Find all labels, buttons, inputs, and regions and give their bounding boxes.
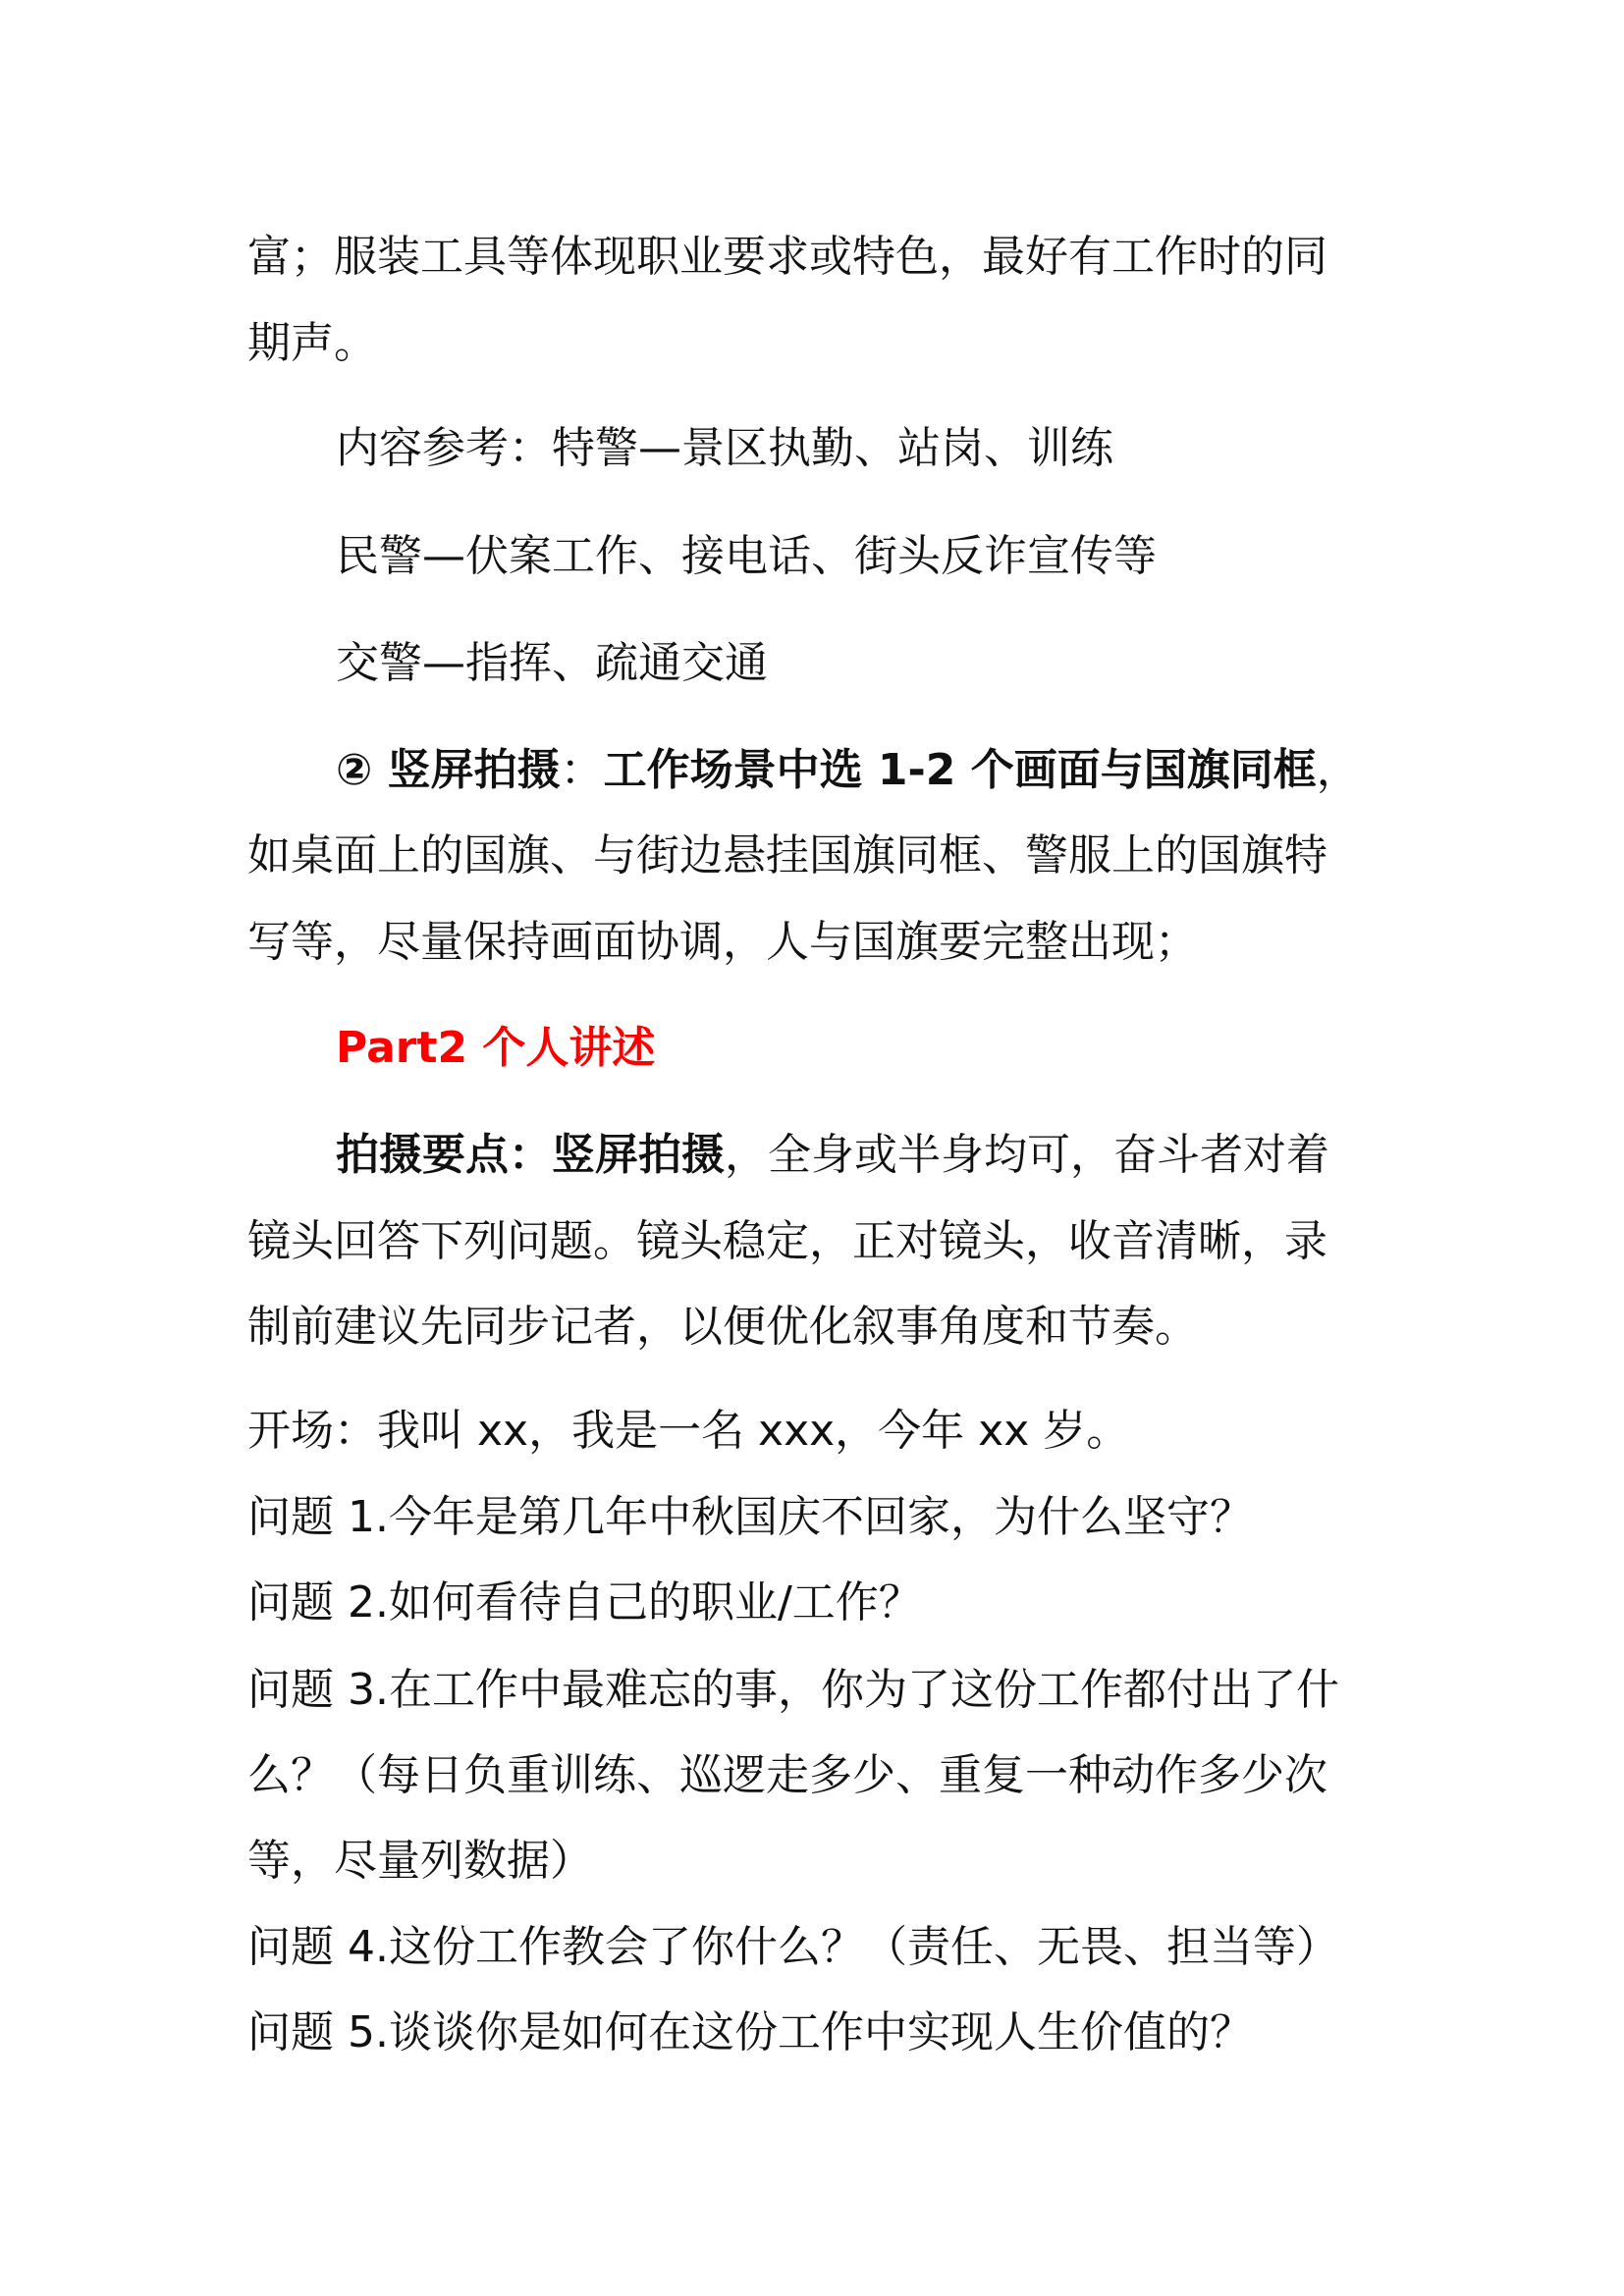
bold-instruction: 工作场景中选 1-2 个画面与国旗同框 (603, 745, 1317, 795)
reference-line: 民警—伏案工作、接电话、街头反诈宣传等 (336, 531, 1157, 581)
vertical-shot-line (336, 743, 1360, 798)
shooting-points-line (336, 1128, 1329, 1183)
reference-line: 内容参考：特警—景区执勤、站岗、训练 (336, 423, 1113, 473)
bold-label: ② 竖屏拍摄 (336, 745, 561, 795)
bold-label: 拍摄要点：竖屏拍摄 (336, 1130, 725, 1180)
text: ，全身或半身均可，奋斗者对着 (725, 1130, 1329, 1180)
opening-line: 开场：我叫 xx，我是一名 xxx，今年 xx 岁。 (247, 1406, 1130, 1456)
paragraph-line: 如桌面上的国旗、与街边悬挂国旗同框、警服上的国旗特 (247, 830, 1327, 881)
colon: ： (560, 745, 604, 795)
paragraph-line: 镜头回答下列问题。镜头稳定，正对镜头，收音清晰，录 (247, 1216, 1327, 1266)
question-3-cont: 么？（每日负重训练、巡逻走多少、重复一种动作多少次 (247, 1750, 1327, 1800)
question-2: 问题 2.如何看待自己的职业/工作？ (247, 1577, 922, 1628)
question-5: 问题 5.谈谈你是如何在这份工作中实现人生价值的？ (247, 2007, 1253, 2057)
question-1: 问题 1.今年是第几年中秋国庆不回家，为什么坚守？ (247, 1492, 1253, 1542)
question-3: 问题 3.在工作中最难忘的事，你为了这份工作都付出了什 (247, 1665, 1339, 1715)
paragraph-line: 写等，尽量保持画面协调，人与国旗要完整出现； (247, 917, 1198, 967)
question-3-cont: 等，尽量列数据） (247, 1836, 593, 1886)
paragraph-line: 期声。 (247, 318, 377, 368)
paragraph-line: 制前建议先同步记者，以便优化叙事角度和节奏。 (247, 1302, 1198, 1352)
reference-line: 交警—指挥、疏通交通 (336, 638, 768, 688)
section-heading: Part2 个人讲述 (336, 1023, 656, 1073)
paragraph-line: 富；服装工具等体现职业要求或特色，最好有工作时的同 (247, 232, 1327, 282)
question-4: 问题 4.这份工作教会了你什么？（责任、无畏、担当等） (247, 1922, 1339, 1972)
comma: ， (1316, 745, 1360, 795)
